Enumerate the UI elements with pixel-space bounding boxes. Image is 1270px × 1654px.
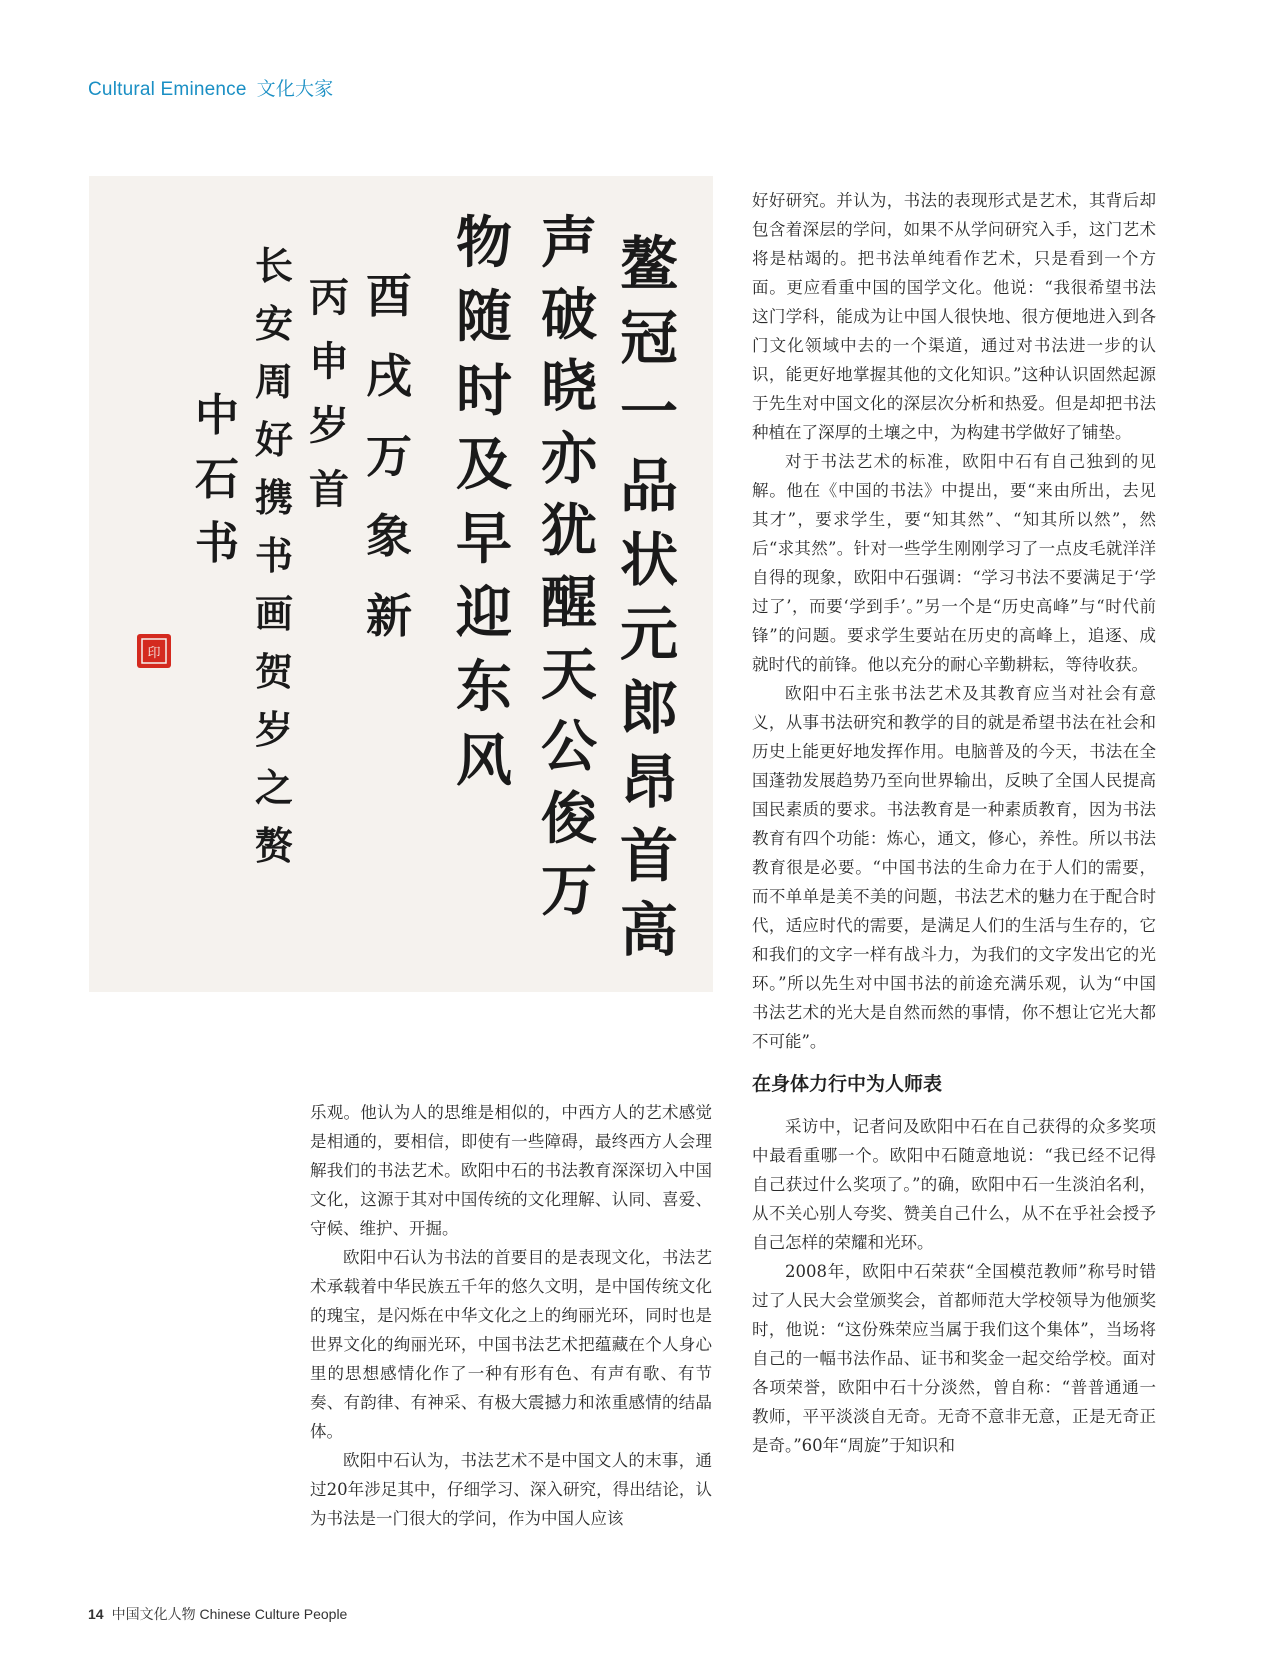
- calligraphy-character: 首: [309, 466, 349, 513]
- calligraphy-character: 书: [195, 518, 239, 569]
- calligraphy-character: 一: [619, 378, 679, 446]
- calligraphy-character: 万: [541, 858, 597, 924]
- calligraphy-character: 画: [254, 591, 294, 636]
- calligraphy-character: 鳌: [619, 230, 679, 298]
- calligraphy-character: 岁: [309, 402, 349, 449]
- page-footer: [88, 1604, 347, 1624]
- calligraphy-character: 物: [456, 210, 512, 276]
- calligraphy-character: 岁: [254, 707, 294, 752]
- calligraphy-character: 声: [541, 210, 597, 276]
- calligraphy-character: 状: [619, 526, 679, 594]
- paragraph: 好好研究。并认为，书法的表现形式是艺术，其背后却包含着深层的学问，如果不从学问研究入手，这门艺术将是枯竭的。把书法单纯看作艺术，只是看到一个方面。更应看重中国的国学文化。他说：“我很希望书法这门学科，能成为让中国人很快地、很方便地进入到各门文化领域中去的一个渠道，通过对书法进一步的认识，能更好地掌握其他的文化知识。”这种认识固然起源于先生对中国文化的深层次分析和热爱。但是却把书法种植在了深厚的土壤之中，为构建书学做好了铺垫。: [752, 191, 1156, 442]
- calligraphy-character: 之: [254, 765, 294, 810]
- calligraphy-character: 戌: [366, 349, 412, 403]
- calligraphy-character: 郎: [619, 674, 679, 742]
- paragraph: 对于书法艺术的标准，欧阳中石有自己独到的见解。他在《中国的书法》中提出，要“来由所出，去见其才”，要求学生，要“知其然”、“知其所以然”，然后“求其然”。针对一些学生刚刚学习了一点皮毛就洋洋自得的现象，欧阳中石强调：“学习书法不要满足于‘学过了’，而要‘学到手’。”另一个是“历史高峰”与“时代前锋”的问题。要求学生要站在历史的高峰上，追逐、成就时代的前锋。他以充分的耐心辛勤耕耘，等待收获。: [752, 452, 1156, 674]
- calligraphy-column: [541, 210, 599, 924]
- calligraphy-character: 申: [309, 338, 349, 385]
- calligraphy-character: 醒: [541, 570, 597, 636]
- calligraphy-character: 风: [456, 728, 512, 794]
- calligraphy-character: 随: [456, 284, 512, 350]
- calligraphy-character: 象: [366, 509, 412, 563]
- calligraphy-character: 天: [541, 642, 597, 708]
- paragraph: 欧阳中石认为书法的首要目的是表现文化，书法艺术承载着中华民族五千年的悠久文明，是中国传统文化的瑰宝，是闪烁在中华文化之上的绚丽光环，同时也是世界文化的绚丽光环，中国书法艺术把蕴藏在个人身心里的思想感情化作了一种有形有色、有声有歌、有节奏、有韵律、有神采、有极大震撼力和浓重感情的结晶体。: [310, 1248, 712, 1441]
- section-label-zh: 文化大家: [256, 79, 334, 100]
- calligraphy-character: 早: [456, 506, 512, 572]
- calligraphy-character: 时: [456, 358, 512, 424]
- calligraphy-character: 新: [366, 589, 412, 643]
- calligraphy-character: 携: [254, 475, 294, 520]
- calligraphy-character: 酉: [366, 269, 412, 323]
- calligraphy-character: 书: [254, 533, 294, 578]
- paragraph: 采访中，记者问及欧阳中石在自己获得的众多奖项中最看重哪一个。欧阳中石随意地说：“我已经不记得自己获过什么奖项了。”的确，欧阳中石一生淡泊名利，从不关心别人夸奖、赞美自己什么，从不在乎社会授予自己怎样的荣耀和光环。: [752, 1117, 1156, 1252]
- calligraphy-character: 品: [619, 452, 679, 520]
- calligraphy-character: 冠: [619, 304, 679, 372]
- calligraphy-column: [620, 230, 678, 964]
- calligraphy-character: 万: [366, 429, 412, 483]
- calligraphy-character: 亦: [541, 426, 597, 492]
- paragraph: 欧阳中石主张书法艺术及其教育应当对社会有意义，从事书法研究和教学的目的就是希望书法在社会和历史上能更好地发挥作用。电脑普及的今天，书法在全国蓬勃发展趋势乃至向世界输出，反映了全国人民提高国民素质的要求。书法教育是一种素质教育，因为书法教育有四个功能：炼心，通文，修心，养性。所以书法教育很是必要。“中国书法的生命力在于人们的需要，而不单单是美不美的问题，书法艺术的魅力在于配合时代，适应时代的需要，是满足人们的生活与生存的，它和我们的文字一样有战斗力，为我们的文字发出它的光环。”所以先生对中国书法的前途充满乐观，认为“中国书法艺术的光大是自然而然的事情，你不想让它光大都不可能”。: [752, 684, 1156, 1051]
- calligraphy-column: [456, 210, 512, 794]
- calligraphy-character: 东: [456, 654, 512, 720]
- calligraphy-character: 周: [254, 359, 294, 404]
- calligraphy-character: 晓: [541, 354, 597, 420]
- calligraphy-character: 长: [254, 243, 294, 288]
- calligraphy-character: 中: [195, 390, 239, 441]
- calligraphy-column: [195, 390, 239, 569]
- calligraphy-character: 贺: [254, 649, 294, 694]
- calligraphy-character: 昂: [619, 748, 679, 816]
- svg-text:印: 印: [147, 646, 161, 661]
- calligraphy-character: 首: [619, 822, 679, 890]
- calligraphy-character: 俊: [541, 786, 597, 852]
- calligraphy-character: 公: [541, 714, 597, 780]
- article-left-column: [310, 1098, 712, 1533]
- calligraphy-artwork: [89, 176, 713, 992]
- calligraphy-character: 丙: [309, 274, 349, 321]
- calligraphy-image: [89, 176, 713, 992]
- calligraphy-column: [366, 269, 412, 643]
- section-subheading: 在身体力行中为人师表: [752, 1073, 943, 1095]
- calligraphy-character: 好: [254, 417, 294, 462]
- calligraphy-character: 元: [619, 600, 679, 668]
- calligraphy-character: 赘: [254, 823, 294, 868]
- calligraphy-character: 石: [195, 454, 239, 505]
- seal-stamp: [137, 634, 171, 668]
- calligraphy-column: [309, 274, 349, 513]
- calligraphy-column: [255, 243, 294, 868]
- paragraph: 乐观。他认为人的思维是相似的，中西方人的艺术感觉是相通的，要相信，即使有一些障碍，最终西方人会理解我们的书法艺术。欧阳中石的书法教育深深切入中国文化，这源于其对中国传统的文化理解、认同、喜爱、守候、维护、开掘。: [310, 1103, 712, 1238]
- calligraphy-character: 安: [254, 301, 294, 346]
- publication-name: 中国文化人物 Chinese Culture People: [111, 1606, 348, 1622]
- section-label: [88, 74, 333, 101]
- calligraphy-character: 及: [456, 432, 512, 498]
- page-number: 14: [88, 1606, 104, 1622]
- calligraphy-character: 高: [619, 896, 679, 964]
- article-right-column: [752, 186, 1156, 1460]
- calligraphy-character: 犹: [541, 498, 597, 564]
- paragraph: 2008年，欧阳中石荣获“全国模范教师”称号时错过了人民大会堂颁奖会，首都师范大学校领导为他颁奖时，他说：“这份殊荣应当属于我们这个集体”，当场将自己的一幅书法作品、证书和奖金一起交给学校。面对各项荣誉，欧阳中石十分淡然，曾自称：“普普通通一教师，平平淡淡自无奇。无奇不意非无意，正是无奇正是奇。”60年“周旋”于知识和: [752, 1262, 1156, 1455]
- calligraphy-character: 迎: [456, 580, 512, 646]
- paragraph: 欧阳中石认为，书法艺术不是中国文人的末事，通过20年涉足其中，仔细学习、深入研究，得出结论，认为书法是一门很大的学问，作为中国人应该: [310, 1451, 712, 1528]
- section-label-en: Cultural Eminence: [88, 79, 247, 100]
- calligraphy-character: 破: [541, 282, 597, 348]
